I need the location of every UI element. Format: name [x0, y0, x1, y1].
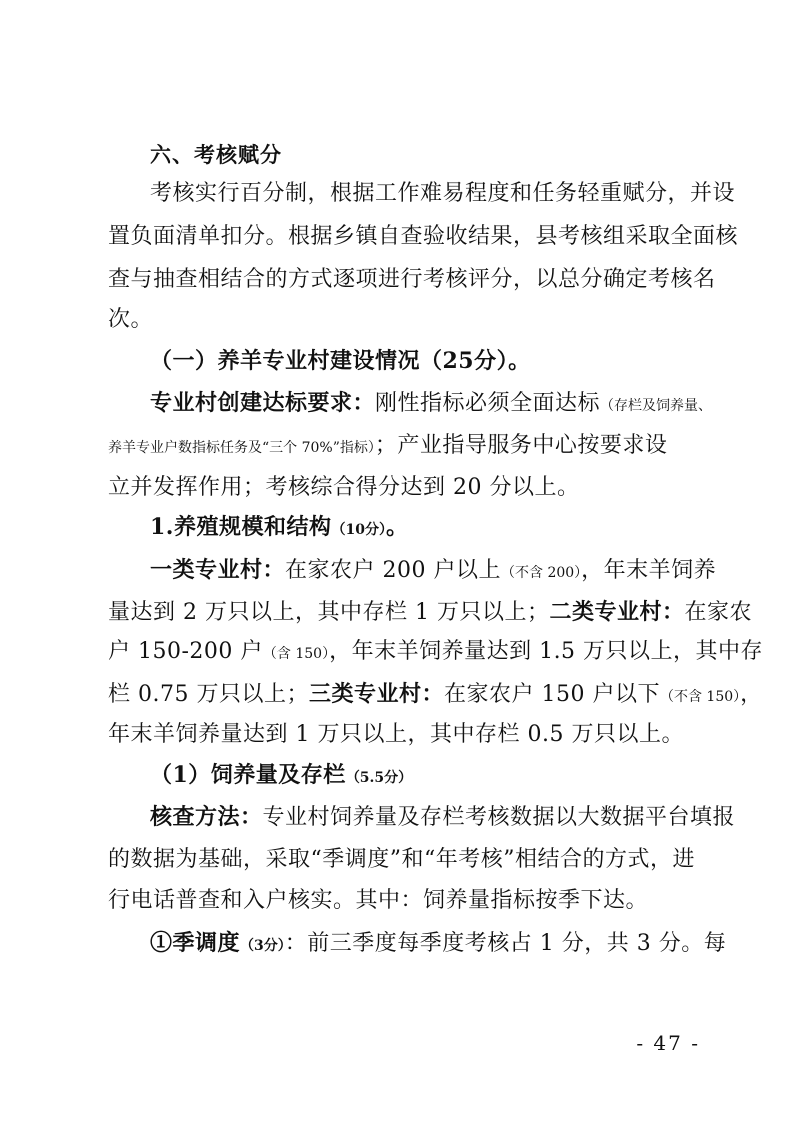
- section-heading: 六、考核赋分: [150, 142, 282, 167]
- class-3-label: 三类专业村：: [308, 681, 444, 707]
- method-line-2: 的数据为基础，采取“季调度”和“年考核”相结合的方式，进: [108, 847, 695, 872]
- scale-text-4: 栏 0.75 万只以上；: [108, 682, 309, 707]
- item-heading-score: （10分）: [331, 522, 386, 538]
- requirement-text: 刚性指标必须全面达标: [375, 391, 601, 416]
- subsection-heading: （一）养羊专业村建设情况（25分）。: [150, 348, 531, 374]
- intro-line-2: 置负面清单扣分。根据乡镇自查验收结果，县考核组采取全面核: [108, 224, 739, 249]
- item-heading: [150, 512, 698, 545]
- intro-line-4: 次。: [108, 307, 154, 332]
- item-heading-end: 。: [385, 514, 409, 540]
- requirement-line-3: 立并发挥作用；考核综合得分达到 20 分以上。: [108, 475, 580, 500]
- scale-text-1: 在家农户 200 户以上: [285, 558, 501, 583]
- scale-end-3: ，年末羊饲养量达到 1.5 万只以上，其中存: [329, 639, 764, 664]
- requirement-line-2: [108, 431, 698, 463]
- scale-end-2: 在家农: [684, 600, 752, 625]
- scale-note-1: （不含 200）: [501, 565, 582, 581]
- scale-note-4: （不含 150）: [659, 689, 741, 705]
- quarter-line: [150, 928, 727, 961]
- scale-text-3: 户 150-200 户: [108, 639, 263, 664]
- page-number: - 47 -: [636, 1031, 700, 1055]
- scale-line-1: [150, 555, 717, 588]
- scale-line-5: 年末羊饲养量达到 1 万只以上，其中存栏 0.5 万只以上。: [108, 722, 684, 747]
- scale-text-2: 量达到 2 万只以上，其中存栏 1 万只以上；: [108, 600, 550, 625]
- method-line-1: [150, 802, 736, 833]
- method-text-1: 专业村饲养量及存栏考核数据以大数据平台填报: [262, 805, 736, 830]
- requirement-note: （存栏及饲养量、: [600, 398, 713, 414]
- class-1-label: 一类专业村：: [150, 557, 286, 583]
- sub-heading-text: （1）饲养量及存栏: [150, 762, 346, 788]
- scale-note-3: （含 150）: [262, 646, 330, 662]
- method-label: 核查方法：: [150, 804, 263, 830]
- intro-line-3: 查与抽查相结合的方式逐项进行考核评分，以总分确定考核名: [108, 267, 716, 292]
- method-line-3: 行电话普查和入户核实。其中：饲养量指标按季下达。: [108, 888, 649, 913]
- scale-line-4: [108, 679, 763, 712]
- requirement-note-2: 养羊专业户数指标任务及“三个 70%”指标）: [108, 440, 375, 456]
- class-2-label: 二类专业村：: [549, 599, 685, 625]
- requirement-label: 专业村创建达标要求：: [150, 390, 376, 416]
- sub-heading-score: （5.5分）: [345, 770, 413, 786]
- quarter-score: （3分）: [240, 938, 285, 954]
- requirement-line-1: [150, 388, 713, 421]
- quarter-label: ①季调度: [150, 930, 241, 956]
- item-heading-text: 1.养殖规模和结构: [150, 514, 332, 540]
- scale-mid-4: 在家农户 150 户以下: [444, 682, 660, 707]
- requirement-text-2: ；产业指导服务中心按要求设: [374, 433, 668, 458]
- intro-line-1: 考核实行百分制，根据工作难易程度和任务轻重赋分，并设: [150, 181, 736, 206]
- quarter-text: ：前三季度每季度考核占 1 分，共 3 分。每: [284, 931, 727, 956]
- scale-line-2: [108, 597, 752, 628]
- scale-end-1: ，年末羊饲养: [581, 558, 717, 583]
- scale-line-3: [108, 637, 764, 669]
- sub-heading: [150, 760, 698, 793]
- scale-end-4: ，: [740, 682, 763, 707]
